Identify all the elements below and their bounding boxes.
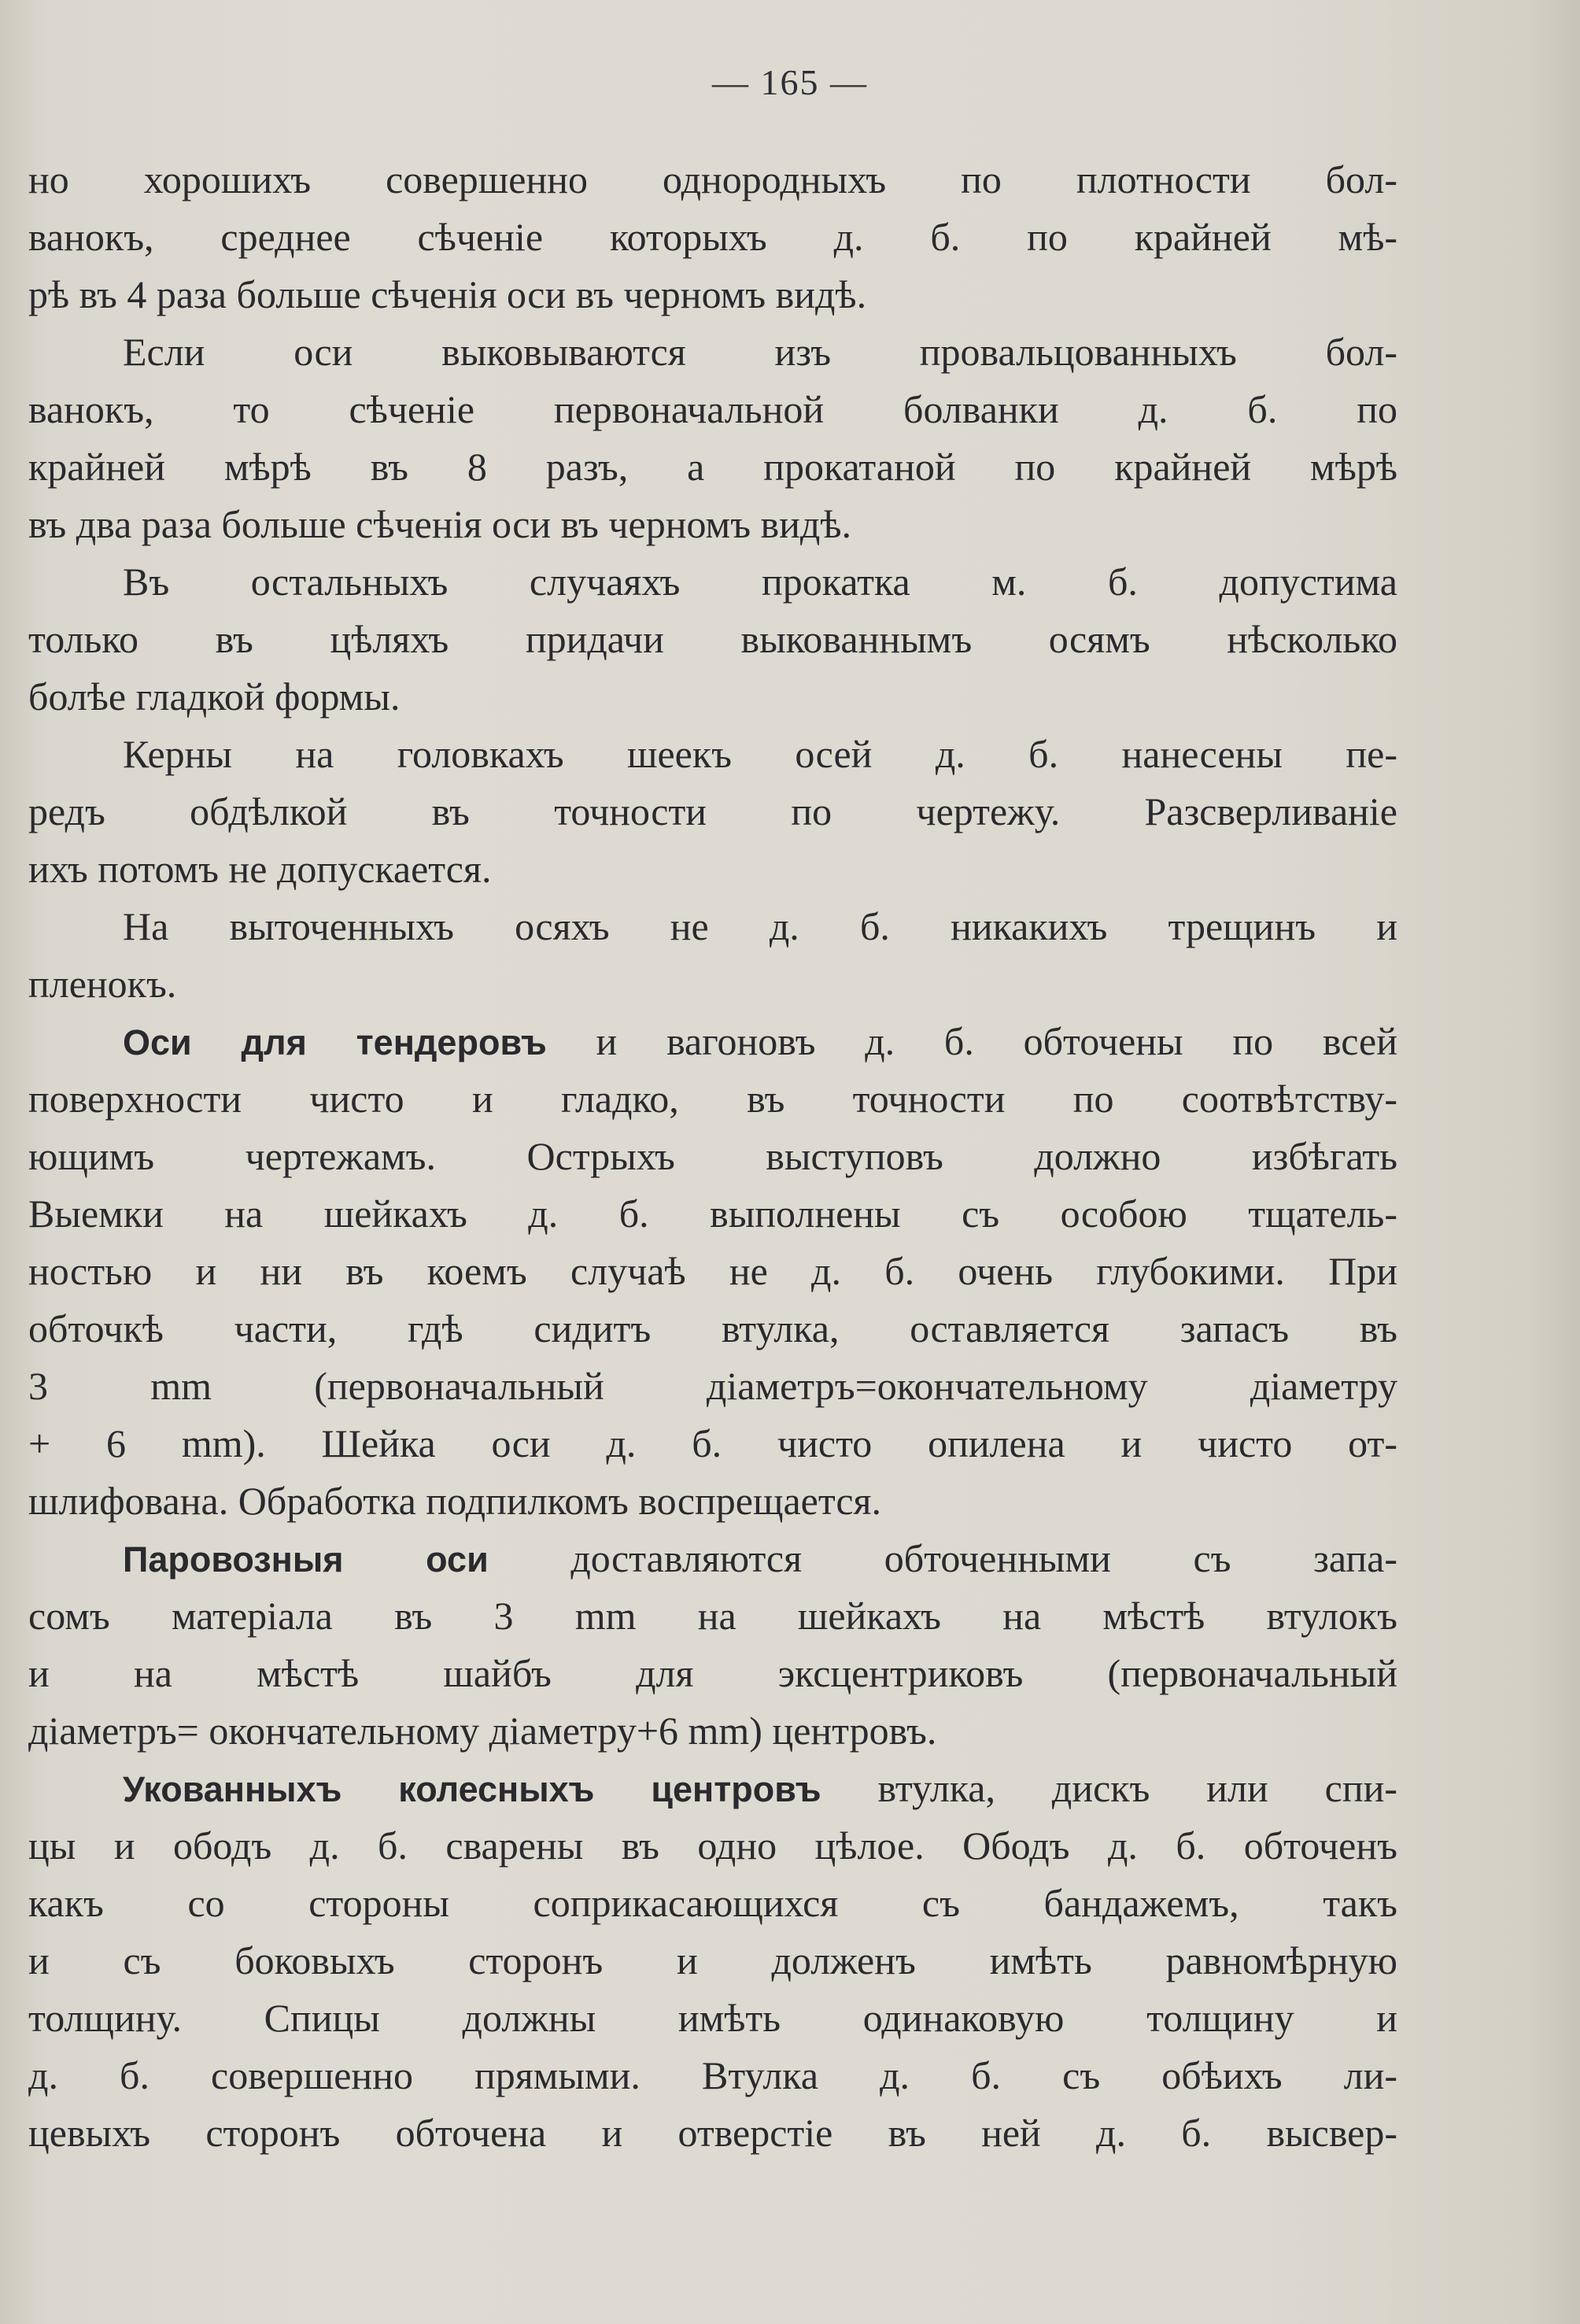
text-line: и съ боковыхъ сторонъ и долженъ имѣть равномѣрную (28, 1938, 1397, 1982)
text-line: сомъ матеріала въ 3 mm на шейкахъ на мѣстѣ втулокъ (28, 1594, 1397, 1638)
text-line: ющимъ чертежамъ. Острыхъ выступовъ должно избѣгать (28, 1134, 1397, 1178)
text-line: д. б. совершенно прямыми. Втулка д. б. съ обѣихъ ли- (28, 2053, 1397, 2097)
section-heading: Укованныхъ колесныхъ центровъ (123, 1769, 821, 1809)
text-run: втулка, дискъ или спи- (821, 1766, 1397, 1810)
text-line: Керны на головкахъ шеекъ осей д. б. нанесены пе- (123, 732, 1397, 776)
text-line: редъ обдѣлкой въ точности по чертежу. Разсверливаніе (28, 789, 1397, 833)
text-line: Если оси выковываются изъ провальцованныхъ бол- (123, 330, 1397, 374)
paragraph (28, 1530, 1397, 1760)
text-line: обточкѣ части, гдѣ сидитъ втулка, оставляется запасъ въ (28, 1306, 1397, 1350)
text-line: рѣ въ 4 раза больше сѣченія оси въ черномъ видѣ. (28, 272, 867, 316)
text-line: крайней мѣрѣ въ 8 разъ, а прокатаной по крайней мѣрѣ (28, 445, 1397, 489)
text-line: цы и ободъ д. б. сварены въ одно цѣлое. Ободъ д. б. обточенъ (28, 1823, 1397, 1868)
text-line: 3 mm (первоначальный діаметръ=окончательному діаметру (28, 1364, 1397, 1408)
text-line (28, 1530, 1397, 1587)
page-number: — 165 — (712, 62, 868, 102)
paragraph (28, 726, 1397, 898)
body-text (28, 151, 1397, 2162)
text-line: Выемки на шейкахъ д. б. выполнены съ особою тщатель- (28, 1192, 1397, 1236)
text-line: поверхности чисто и гладко, въ точности по соотвѣтству- (28, 1077, 1397, 1121)
text-line: Въ остальныхъ случаяхъ прокатка м. б. допустима (123, 560, 1397, 604)
text-run: доставляются обточенными съ запа- (488, 1536, 1397, 1580)
text-line: только въ цѣляхъ придачи выкованнымъ осямъ нѣсколько (28, 617, 1397, 661)
text-line: + 6 mm). Шейка оси д. б. чисто опилена и чисто от- (28, 1421, 1397, 1465)
paragraph (28, 898, 1397, 1013)
text-line: ванокъ, то сѣченіе первоначальной болванки д. б. по (28, 387, 1397, 431)
paragraph (28, 323, 1397, 553)
text-line: На выточенныхъ осяхъ не д. б. никакихъ трещинъ и (123, 904, 1397, 948)
section-heading: Паровозныя оси (123, 1539, 489, 1580)
text-line: но хорошихъ совершенно однородныхъ по плотности бол- (28, 157, 1397, 201)
text-line: и на мѣстѣ шайбъ для эксцентриковъ (первоначальный (28, 1651, 1397, 1695)
text-line: какъ со стороны соприкасающихся съ бандажемъ, такъ (28, 1881, 1397, 1925)
paragraph (28, 553, 1397, 726)
text-line: ванокъ, среднее сѣченіе которыхъ д. б. по крайней мѣ- (28, 215, 1397, 259)
text-line: ихъ потомъ не допускается. (28, 847, 492, 891)
text-line: діаметръ= окончательному діаметру+6 mm) центровъ. (28, 1709, 937, 1753)
paragraph (28, 151, 1397, 323)
text-line: цевыхъ сторонъ обточена и отверстіе въ ней д. б. высвер- (28, 2111, 1397, 2155)
section-heading: Оси для тендеровъ (123, 1022, 547, 1062)
paragraph (28, 1013, 1397, 1530)
text-line: въ два раза больше сѣченія оси въ черномъ видѣ. (28, 502, 851, 546)
text-line: болѣе гладкой формы. (28, 674, 401, 719)
text-run: и вагоновъ д. б. обточены по всей (546, 1019, 1397, 1063)
text-line: ностью и ни въ коемъ случаѣ не д. б. очень глубокими. При (28, 1249, 1397, 1293)
text-line: толщину. Спицы должны имѣть одинаковую толщину и (28, 1996, 1397, 2040)
text-line (28, 1760, 1397, 1817)
paragraph (28, 1760, 1397, 2162)
text-line: пленокъ. (28, 962, 177, 1006)
text-line (28, 1013, 1397, 1070)
text-line: шлифована. Обработка подпилкомъ воспрещается. (28, 1479, 882, 1523)
